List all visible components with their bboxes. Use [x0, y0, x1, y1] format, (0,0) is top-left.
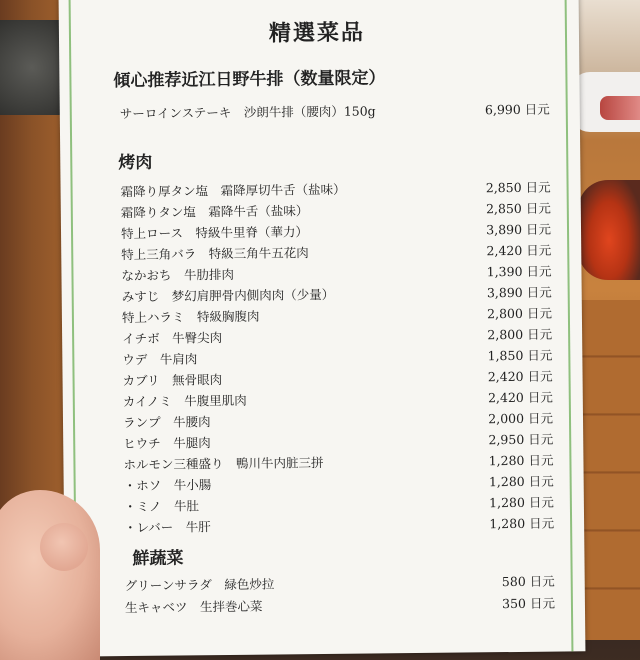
menu-item-price: 2,950 日元: [488, 431, 554, 448]
section-heading-yakiniku: 烤肉: [118, 152, 153, 174]
menu-item-name: ヒウチ 牛腿肉: [123, 435, 211, 452]
menu-item-price: 2,850 日元: [485, 179, 551, 196]
menu-item-price: 3,890 日元: [486, 284, 552, 301]
menu-item-name: 特上ロース 特級牛里脊（華力）: [120, 224, 309, 242]
menu-item-price: 2,000 日元: [488, 410, 554, 427]
menu-item-price: 3,890 日元: [486, 221, 552, 238]
menu-item-name: サーロインステーキ 沙朗牛排（腰肉）150g: [119, 103, 376, 122]
menu-title: 精選菜品: [268, 19, 366, 47]
menu-item-name: ・ホソ 牛小腸: [123, 477, 212, 494]
menu-item-price: 2,800 日元: [487, 305, 552, 322]
menu-item-price: 580 日元: [501, 573, 555, 590]
menu-item-name: 生キャベツ 生拌巻心菜: [124, 598, 263, 616]
menu-item: [125, 572, 555, 597]
menu-item-price: 1,280 日元: [488, 473, 554, 490]
menu-item-name: なかおち 牛肋排肉: [121, 266, 235, 284]
menu-item-price: 2,420 日元: [486, 242, 552, 259]
menu-item: [124, 514, 554, 539]
thumb: [40, 523, 88, 571]
menu-item-price: 1,850 日元: [487, 347, 553, 364]
section-heading-vegetables: 鮮蔬菜: [132, 548, 184, 569]
menu-item-name: 霜降り厚タン塩 霜降厚切牛舌（盐味）: [120, 181, 346, 200]
section-heading-steak: 傾心推荐近江日野牛排（数量限定）: [113, 68, 386, 92]
menu-item-price: 350 日元: [502, 595, 556, 612]
menu-item-name: みすじ 梦幻肩胛骨内側肉肉（少量）: [121, 286, 335, 305]
menu-item-name: 霜降りタン塩 霜降牛舌（盐味）: [120, 203, 309, 221]
hand: [0, 490, 100, 660]
menu-item-price: 2,850 日元: [485, 200, 551, 217]
menu-item-price: 1,390 日元: [486, 263, 552, 280]
menu-item-name: カブリ 無骨眼肉: [122, 372, 223, 389]
menu-item: [125, 594, 555, 619]
menu-item-name: ホルモン三種盛り 鴨川牛内脏三拼: [123, 454, 324, 473]
menu-sheet: [59, 0, 586, 657]
menu-item-name: ・レバー 牛肝: [124, 519, 211, 536]
menu-item-price: 6,990 日元: [484, 101, 550, 118]
menu-item-price: 1,280 日元: [489, 515, 555, 532]
menu-item: [120, 100, 550, 125]
menu-item-name: ・ミノ 牛肚: [123, 498, 199, 515]
menu-item-name: グリーンサラダ 緑色炒拉: [124, 576, 275, 594]
sauce-bowl: [578, 180, 640, 280]
menu-item-name: イチボ 牛臀尖肉: [122, 330, 223, 347]
raw-meat-slice: [600, 96, 640, 120]
menu-item-name: ランプ 牛腰肉: [122, 414, 211, 431]
menu-item-price: 1,280 日元: [488, 452, 554, 469]
menu-item-name: 特上三角バラ 特級三角牛五花肉: [121, 245, 309, 263]
menu-item-name: 特上ハラミ 特級胸腹肉: [121, 308, 260, 326]
menu-item-price: 2,800 日元: [487, 326, 553, 343]
menu-item-name: カイノミ 牛腹里肌肉: [122, 392, 247, 410]
menu-item-price: 1,280 日元: [489, 494, 554, 511]
menu-item-name: ウデ 牛肩肉: [122, 351, 198, 368]
menu-item-price: 2,420 日元: [487, 368, 553, 385]
menu-item-price: 2,420 日元: [487, 389, 553, 406]
